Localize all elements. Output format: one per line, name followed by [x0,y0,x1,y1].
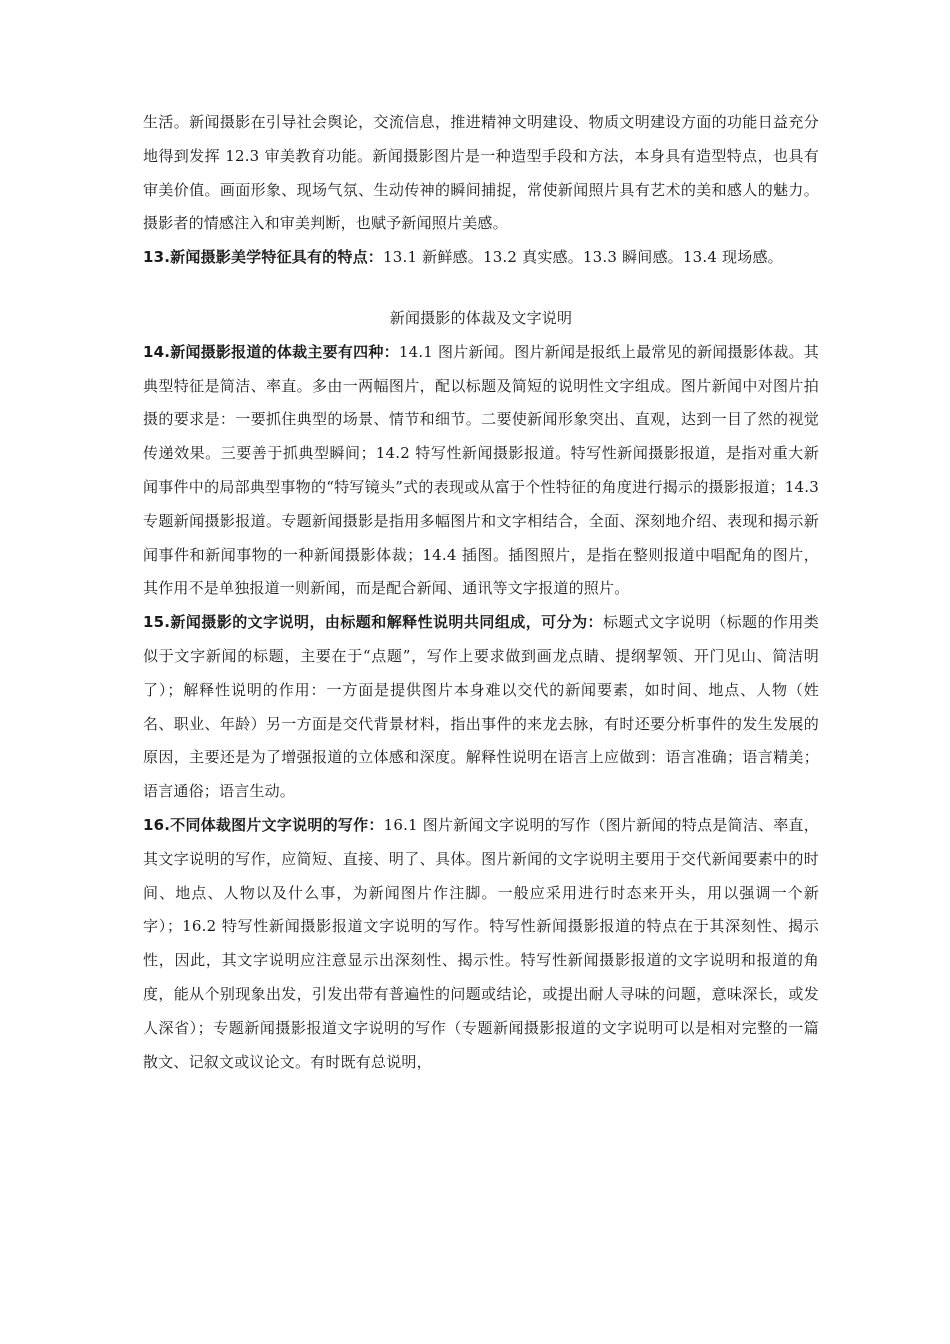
paragraph-16-body: 16.1 图片新闻文字说明的写作（图片新闻的特点是简洁、率直，其文字说明的写作，应简短、直接、明了、具体。图片新闻的文字说明主要用于交代新闻要素中的时间、地点、人物以及什么事，为新闻图片作注脚。一般应采用进行时态来开头，用以强调一个新字）；16.2 特写性新闻摄影报道文字说明的写作。特写性新闻摄影报道的特点在于其深刻性、揭示性，因此，其文字说明应注意显示出深刻性、揭示性。特写性新闻摄影报道的文字说明和报道的角度，能从个别现象出发，引发出带有普遍性的问题或结论，或提出耐人寻味的问题，意味深长，或发人深省）；专题新闻摄影报道文字说明的写作（专题新闻摄影报道的文字说明可以是相对完整的一篇散文、记叙文或议论文。有时既有总说明， [143,815,819,1071]
paragraph-14-heading: 14.新闻摄影报道的体裁主要有四种： [143,342,399,361]
paragraph-13-body: 13.1 新鲜感。13.2 真实感。13.3 瞬间感。13.4 现场感。 [382,248,783,267]
section-title: 新闻摄影的体裁及文字说明 [389,308,573,327]
paragraph-16 [143,809,819,1079]
paragraph-16-heading: 16.不同体裁图片文字说明的写作： [143,815,384,834]
paragraph-15 [143,606,819,809]
paragraph-14-body: 14.1 图片新闻。图片新闻是报纸上最常见的新闻摄影体裁。其典型特征是简洁、率直。多由一两幅图片，配以标题及简短的说明性文字组成。图片新闻中对图片拍摄的要求是：一要抓住典型的场景、情节和细节。二要使新闻形象突出、直观，达到一目了然的视觉传递效果。三要善于抓典型瞬间；14.2 特写性新闻摄影报道。特写性新闻摄影报道，是指对重大新闻事件中的局部典型事物的“特写镜头”式的表现或从富于个性特征的角度进行揭示的摄影报道；14.3 专题新闻摄影报道。专题新闻摄影是指用多幅图片和文字相结合，全面、深刻地介绍、表现和揭示新闻事件和新闻事物的一种新闻摄影体裁；14.4 插图。插图照片，是指在整则报道中唱配角的图片，其作用不是单独报道一则新闻，而是配合新闻、通讯等文字报道的照片。 [143,342,819,598]
paragraph-13-heading: 13.新闻摄影美学特征具有的特点： [143,248,383,267]
paragraph-15-heading: 15.新闻摄影的文字说明，由标题和解释性说明共同组成，可分为： [143,613,603,632]
paragraph-14 [143,336,819,606]
paragraph-13 [143,241,819,275]
intro-paragraph: 生活。新闻摄影在引导社会舆论，交流信息，推进精神文明建设、物质文明建设方面的功能日益充分地得到发挥 12.3 审美教育功能。新闻摄影图片是一种造型手段和方法，本身具有造型特点，也具有审美价值。画面形象、现场气氛、生动传神的瞬间捕捉，常使新闻照片具有艺术的美和感人的魅力。摄影者的情感注入和审美判断，也赋予新闻照片美感。 [143,113,819,233]
document-page [143,106,819,1079]
paragraph-15-body: 标题式文字说明（标题的作用类似于文字新闻的标题，主要在于“点题”，写作上要求做到画龙点睛、提纲挈领、开门见山、简洁明了）；解释性说明的作用：一方面是提供图片本身难以交代的新闻要素，如时间、地点、人物（姓名、职业、年龄）另一方面是交代背景材料，指出事件的来龙去脉，有时还要分析事件的发生发展的原因，主要还是为了增强报道的立体感和深度。解释性说明在语言上应做到：语言准确；语言精美；语言通俗；语言生动。 [143,613,819,801]
